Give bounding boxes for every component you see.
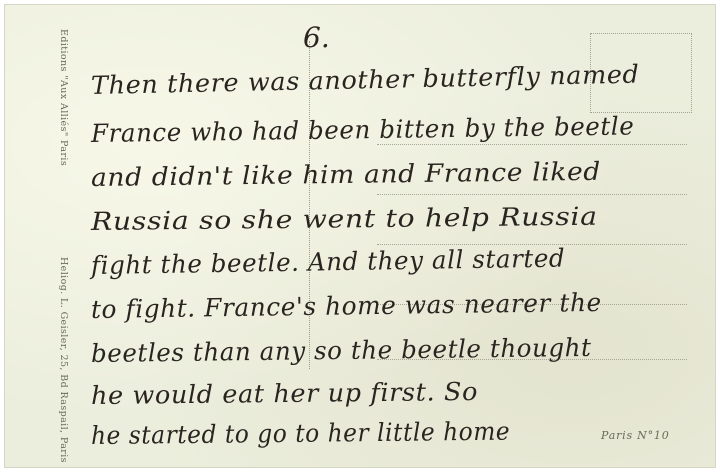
handwritten-line: Russia so she went to help Russia xyxy=(90,201,598,236)
page-number: 6. xyxy=(303,21,330,54)
handwritten-line: to fight. France's home was nearer the xyxy=(90,287,602,324)
address-line-1 xyxy=(377,144,687,145)
handwritten-line: Then there was another butterfly named xyxy=(90,59,640,100)
printer-imprint: Heliog. L. Geisler, 25, Bd Raspail, Paris xyxy=(58,257,69,463)
handwritten-line: he would eat her up first. So xyxy=(90,376,479,410)
publisher-imprint: Editions "Aux Alliés" Paris xyxy=(58,29,69,167)
handwritten-line: France who had been bitten by the beetle xyxy=(90,111,635,148)
handwritten-line: he started to go to her little home xyxy=(90,416,511,450)
handwritten-line: and didn't like him and France liked xyxy=(90,156,602,192)
handwritten-line: beetles than any so the beetle thought xyxy=(90,332,592,368)
handwritten-line: fight the beetle. And they all started xyxy=(90,243,566,280)
postcard-back xyxy=(4,4,716,468)
address-line-2 xyxy=(377,194,687,195)
card-number: Paris N°10 xyxy=(601,429,670,442)
